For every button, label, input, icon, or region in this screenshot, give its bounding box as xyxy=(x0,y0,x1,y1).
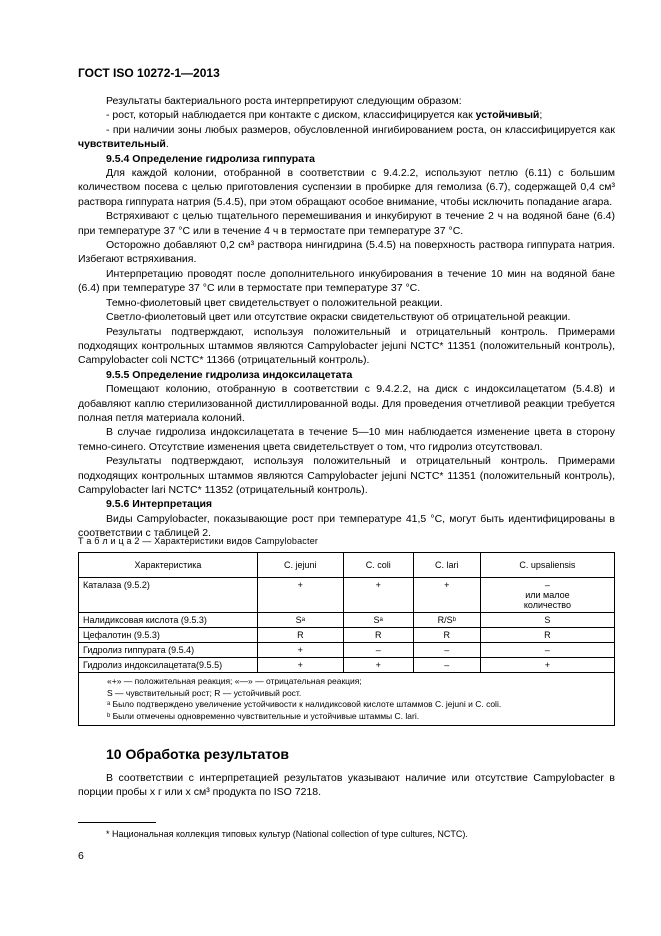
table-cell: Гидролиз гиппурата (9.5.4) xyxy=(79,643,258,658)
paragraph: Интерпретацию проводят после дополнительного инкубирования в течение 10 мин на водяной бане (6.4) при температуре 37 °С или в термостате при температуре 37 °С. xyxy=(78,267,615,295)
section-text: В соответствии с интерпретацией результатов указывают наличие или отсутствие Campylobacter в порции пробы x г или x см³ продукта по ISO 7218. xyxy=(78,772,615,799)
table-note: S — чувствительный рост; R — устойчивый рост. xyxy=(107,687,302,698)
table-notes xyxy=(79,673,615,726)
paragraph: Темно-фиолетовый цвет свидетельствует о положительной реакции. xyxy=(106,296,443,309)
table-note: ᵇ Были отмечены одновременно чувствительные и устойчивые штаммы C. lari. xyxy=(107,710,420,721)
table-cell: – xyxy=(413,658,480,673)
paragraph: Виды Campylobacter, показывающие рост при температуре 41,5 °С, могут быть идентифицированы в соответствии с таблицей 2. xyxy=(78,512,615,540)
table-cell: R xyxy=(413,628,480,643)
paragraph: Светло-фиолетовый цвет или отсутствие окраски свидетельствуют об отрицательной реакции. xyxy=(106,311,571,324)
column-header: C. lari xyxy=(413,553,480,578)
column-header: Характеристика xyxy=(79,553,258,578)
table-caption: Т а б л и ц а 2 — Характеристики видов Campylobacter xyxy=(78,536,319,546)
table-note: ᵃ Было подтверждено увеличение устойчивости к налидиксовой кислоте штаммов C. jejuni и C. coli. xyxy=(107,699,502,709)
table-cell: Каталаза (9.5.2) xyxy=(79,578,258,613)
main-body xyxy=(78,94,615,541)
table-notes-row xyxy=(79,673,615,726)
table-row xyxy=(79,578,615,613)
table-cell: S xyxy=(480,613,614,628)
table-cell: Sᵃ xyxy=(258,613,344,628)
table-row xyxy=(79,613,615,628)
table-row xyxy=(79,643,615,658)
characteristics-table xyxy=(78,552,615,726)
paragraph: В случае гидролиза индоксилацетата в течение 5—10 мин наблюдается изменение цвета в сторону темно-синего. Отсутствие изменения цвета свидетельствует о том, что гидролиз отсутствовал. xyxy=(78,426,615,453)
table-cell: – или малое количество xyxy=(480,578,614,613)
table-cell: R/Sᵇ xyxy=(413,613,480,628)
table-cell: Sᵃ xyxy=(343,613,413,628)
paragraph: - рост, который наблюдается при контакте с диском, классифицируется как устойчивый; xyxy=(106,109,543,122)
table-cell: + xyxy=(480,658,614,673)
table-cell: R xyxy=(480,628,614,643)
column-header: C. jejuni xyxy=(258,553,344,578)
table-cell: – xyxy=(343,643,413,658)
paragraph: Встряхивают с целью тщательного перемешивания и инкубируют в течение 2 ч на водяной бане (6.4) при температуре 37 °С или в течение 4 ч в термостате при температуре 37 °С. xyxy=(78,210,615,237)
table-cell: – xyxy=(413,643,480,658)
page-number: 6 xyxy=(78,850,84,862)
table-row xyxy=(79,658,615,673)
paragraph: Помещают колонию, отобранную в соответствии с 9.4.2.2, на диск с индоксилацетатом (5.4.8) и добавляют каплю стерилизованной дистиллированной воды. Для проведения отчетливой реакции требуется полная петля материала колоний. xyxy=(78,383,615,424)
table-cell: R xyxy=(258,628,344,643)
table-cell: + xyxy=(343,578,413,613)
footnote-divider xyxy=(78,822,156,823)
paragraph: Результаты бактериального роста интерпретируют следующим образом: xyxy=(106,95,462,107)
paragraph: Для каждой колонии, отобранной в соответствии с 9.4.2.2, используют петлю (6.11) с большим количеством посева с целью приготовления суспензии в пробирке для гемолиза (6.7), содержащей 0,4 см³ раствора гиппурата натрия (5.4.5), при этом обращают особое внимание, чтобы исключить попадание агара. xyxy=(78,167,615,208)
table-cell: + xyxy=(258,658,344,673)
table-cell: – xyxy=(480,643,614,658)
table-cell: + xyxy=(258,643,344,658)
paragraph: Результаты подтверждают, используя положительный и отрицательный контроль. Примерами подходящих контрольных штаммов являются Campylobacter jejuni NCTC* 11351 (положительный контроль), Campylobacter coli NCTC* 11366 (отрицательный контроль). xyxy=(78,325,615,367)
table-cell: Налидиксовая кислота (9.5.3) xyxy=(79,613,258,628)
table-cell: Гидролиз индоксилацетата(9.5.5) xyxy=(79,658,258,673)
table-cell: + xyxy=(258,578,344,613)
column-header: C. upsaliensis xyxy=(480,553,614,578)
column-header: C. coli xyxy=(343,553,413,578)
paragraph: - при наличии зоны любых размеров, обусловленной ингибированием роста, он классифицируется как чувствительный. xyxy=(78,123,615,151)
section-title: 10 Обработка результатов xyxy=(106,746,290,762)
table-cell: + xyxy=(413,578,480,613)
document-header: ГОСТ ISO 10272-1—2013 xyxy=(78,66,220,80)
table-cell: R xyxy=(343,628,413,643)
subsection-heading-9-5-6: 9.5.6 Интерпретация xyxy=(106,498,213,511)
subsection-heading-9-5-5: 9.5.5 Определение гидролиза индоксилацетата xyxy=(106,368,353,381)
subsection-heading-9-5-4: 9.5.4 Определение гидролиза гиппурата xyxy=(106,152,315,165)
table-cell: + xyxy=(343,658,413,673)
table-row xyxy=(79,628,615,643)
table-note: «+» — положительная реакция; «—» — отрицательная реакция; xyxy=(107,676,362,686)
paragraph: Результаты подтверждают, используя положительный и отрицательный контроль. Примерами подходящих контрольных штаммов являются Campylobacter jejuni NCTC* 11351 (положительный контроль), Campylobacter lari NCTC* 11352 (отрицательный контроль). xyxy=(78,455,615,496)
paragraph: Осторожно добавляют 0,2 см³ раствора нингидрина (5.4.5) на поверхность раствора гиппурата натрия. Избегают встряхивания. xyxy=(78,239,615,266)
table-cell: Цефалотин (9.5.3) xyxy=(79,628,258,643)
footnote: * Национальная коллекция типовых культур (National collection of type cultures, NCTC). xyxy=(106,829,468,839)
table-header-row xyxy=(79,553,615,578)
